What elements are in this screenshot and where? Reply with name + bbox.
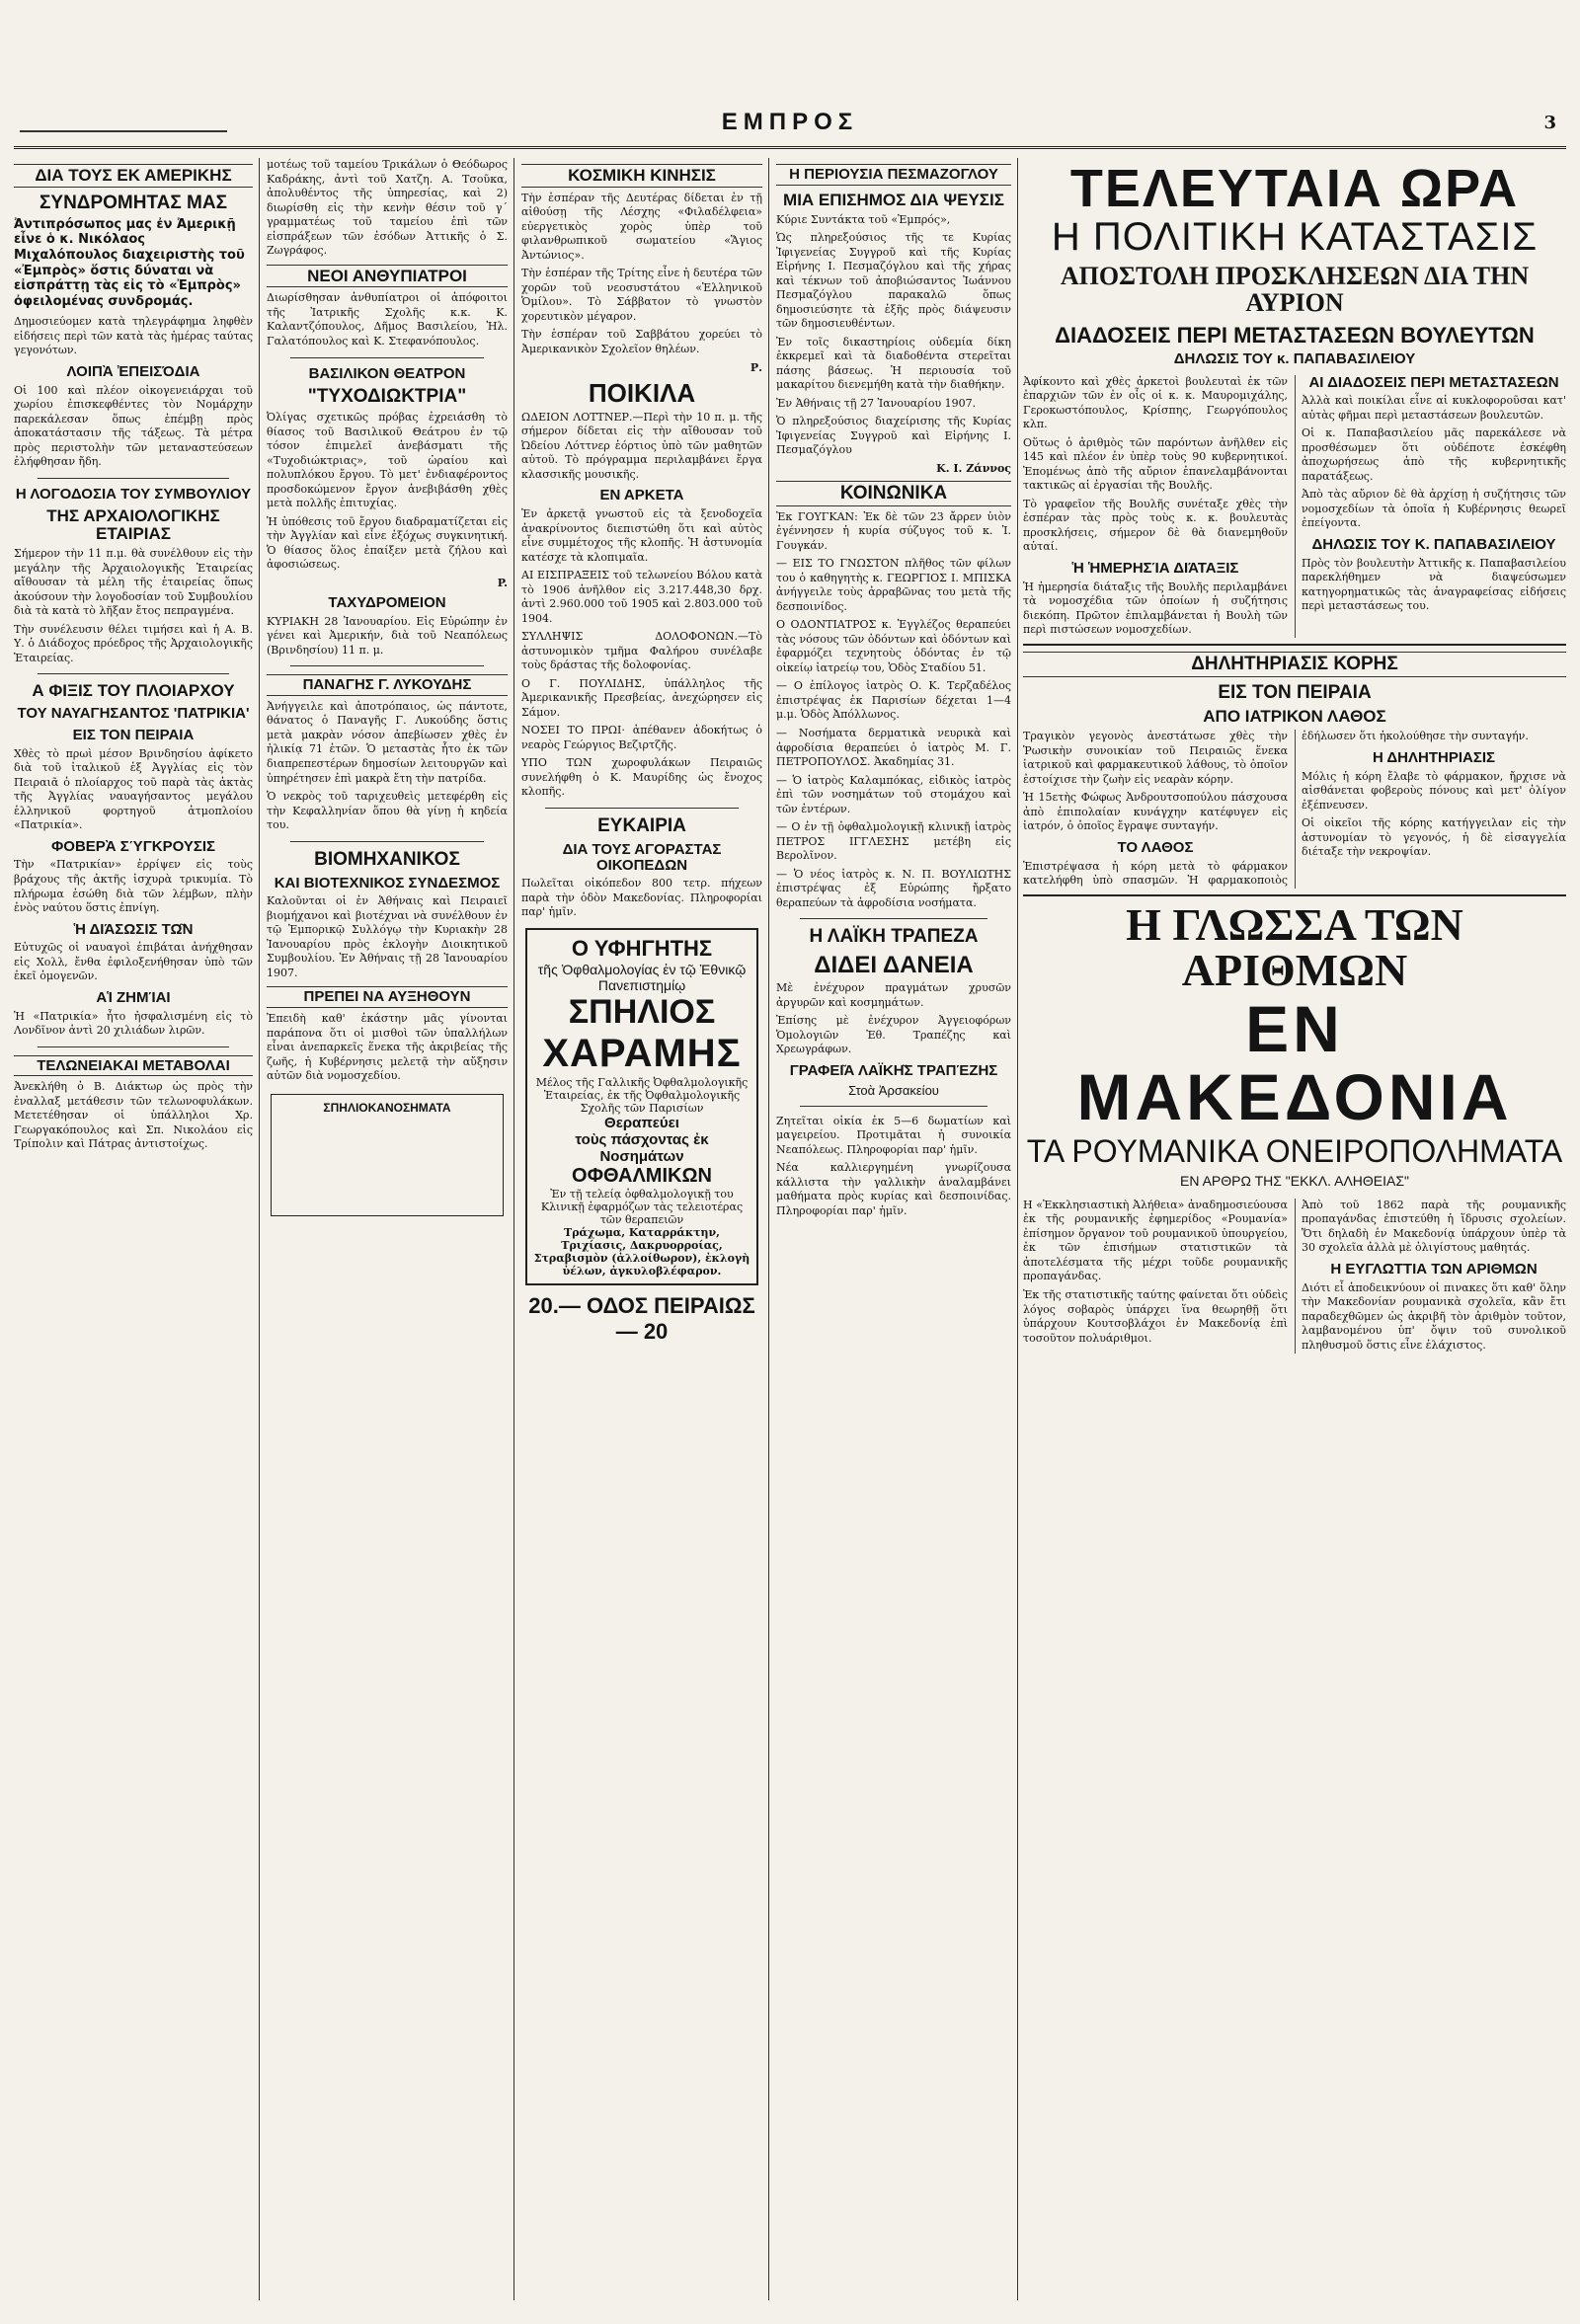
article-text: Τὴν ἑσπέραν τῆς Τρίτης εἶνε ἡ δευτέρα τῶν χορῶν τοῦ νεοσυστάτου «Ἑλληνικοῦ Ὁμίλου». Τὸ Σάββατον τὸ γνωστὸν χορευτικὸν μέγαρον. [521,267,762,323]
article-text: Οἱ κ. Παπαβασιλείου μᾶς παρεκάλεσε νὰ προσθέσωμεν ὅτι οὐδέποτε ἐσκέφθη ἀποχωρήσεως ἀπὸ τῆς κυβερνητικῆς παρατάξεως. [1302,426,1566,483]
article-text: Ἡ ὑπόθεσις τοῦ ἔργου διαδραματίζεται εἰς τὴν Ἀγγλίαν καὶ εἶνε ἐξόχως συγκινητική. Ὁ θίασος ὅλος ἐπαίξεν μετὰ ζήλου καὶ ἀφοσιώσεως. [267,514,508,572]
newspaper-title: ΕΜΠΡΟΣ [721,109,859,135]
ad-line: ΧΑΡΑΜΗΣ [542,1031,742,1075]
ad-address: 20.— ΟΔΟΣ ΠΕΙΡΑΙΩΣ — 20 [528,1292,755,1344]
article-text: — Ο ἐπίλογος ἰατρὸς Ο. Κ. Τερζαδέλος ἐπιστρέψας ἐκ Παρισίων δέχεται 1—4 μ.μ. Ὁδὸς Ἀπόλλωνος. [776,679,1011,722]
article-text: Ἀνήγγειλε καὶ ἀποτρόπαιος, ὡς πάντοτε, θάνατος ὁ Παναγῆς Γ. Λυκούδης ὅστις μετὰ μακρὰν νόσον ἀπεβίωσεν χθὲς ἐν ἡλικίᾳ 71 ἐτῶν. Ὁ μεταστὰς ἦτο ἐκ τῶν διαπρεπεστέρων δημοσίων λειτουργῶν καὶ ὑπηρέτησεν ἐπὶ μακρὰ ἔτη τὴν πατρίδα. [267,699,508,785]
column-rule [1017,158,1018,2300]
subheading: Η ΕΥΓΛΩΤΤΙΑ ΤΩΝ ΑΡΙΘΜΩΝ [1330,1260,1538,1278]
divider [1023,644,1566,646]
headline: ΤΗΣ ΑΡΧΑΙΟΛΟΓΙΚΗΣ ΕΤΑΙΡΙΑΣ [46,506,220,544]
article-text: Ἀνεκλήθη ὁ Β. Διάκτωρ ὡς πρὸς τὴν ἐναλλαξ μετάθεσιν τῶν τελωνοφυλάκων. Μετετέθησαν οἱ ὑπάλληλοι Χρ. Γεωργακόπουλος καὶ Σπ. Νικολάου εἰς Τρίπολιν καὶ Πάτρας ἀντιστοίχως. [14,1080,253,1151]
masthead [14,109,1566,149]
two-column-article [1023,730,1566,888]
article-text: Καλοῦνται οἱ ἐν Ἀθήναις καὶ Πειραιεῖ βιομήχανοι καὶ βιοτέχναι νὰ συνέλθουν ἐν τῷ Ἐμπορικῷ Συλλόγῳ τὴν Κυριακὴν 28 Ἰανουαρίου πρὸς ἐκλογὴν Διοικητικοῦ Συμβουλίου. Ἐν Ἀθήναις τῇ 28 Ἰανουαρίου 1907. [267,894,508,979]
headline-large: ΤΕΛΕΥΤΑΙΑ ΩΡΑ [1069,159,1520,218]
article-text: Σήμερον τὴν 11 π.μ. θὰ συνέλθουν εἰς τὴν μεγάλην τῆς Ἀρχαιολογικῆς Ἑταιρείας αἴθουσαν τὰ μέλη τῆς ἑταιρείας ὅπως ἀκούσουν τὴν λογοδοσίαν τοῦ Συμβουλίου διὰ τὰ κατὰ τὸ λῆξαν ἔτος πεπραγμένα. [14,547,253,618]
column-5 [1023,158,1566,2300]
article-text: ΩΔΕΙΟΝ ΛΟΤΤΝΕΡ.—Περὶ τὴν 10 π. μ. τῆς σήμερον δίδεται εἰς τὴν αἴθουσαν τοῦ Ὠδείου Λόττνερ ἑόρτιος ὑπὸ τῶν μαθητῶν αὐτοῦ. Τὸ πρόγραμμα περιλαμβάνει ἔργα κλασσικῆς μουσικῆς. [521,410,762,481]
article-text: Ο ΟΔΟΝΤΙΑΤΡΟΣ κ. Ἐγγλέζος θεραπεύει τὰς νόσους τῶν ὀδόντων καὶ ὀδόντων καὶ ἐφαρμόζει τεχνητοὺς ὀδόντας ἐν τῷ οἰκείῳ ἰατρείῳ του, Ὁδὸς Σταδίου 51. [776,618,1011,674]
notice-text: Ἀντιπρόσωπος μας ἐν Ἀμερικῇ εἶνε ὁ κ. Νικόλαος Μιχαλόπουλος διαχειριστὴς τοῦ «Ἐμπρὸς» ὅστις δύναται νὰ εἰσπράττῃ τὰς εἰς τὸ «Ἐμπρὸς» ὀφειλομένας συνδρομάς. [14,216,245,309]
subheading: Ἡ ἩΜΕΡΗΣΊΑ ΔΙΆΤΑΞΙΣ [1071,559,1239,577]
article-text: Τὴν «Πατρικίαν» ἐρρίψεν εἰς τοὺς βράχους τῆς ἀκτῆς ἰσχυρὰ τρικυμία. Τὸ πλήρωμα ἐσώθη διὰ τῶν λέμβων, πλὴν ἑνὸς ναύτου ὅστις ἐπνίγη. [14,858,253,915]
article-text: ΣΥΛΛΗΨΙΣ ΔΟΛΟΦΟΝΩΝ.—Τὸ ἀστυνομικὸν τμῆμα Φαλήρου συνέλαβε τοὺς δράστας τῆς δολοφονίας. [521,630,762,672]
article-text: — Ὁ νέος ἰατρὸς κ. Ν. Π. ΒΟΥΛΙΩΤΗΣ ἐπιστρέψας ἐξ Εὐρώπης ἤρξατο θεραπεύων τὰ ἀφροδίσια νοσήματα. [776,867,1011,909]
headline: ΔΙΑ ΤΟΥΣ ΑΓΟΡΑΣΤΑΣ ΟΙΚΟΠΕΔΩΝ [562,840,722,874]
article-text: Ἀπὸ τὰς αὔριον δὲ θὰ ἀρχίσῃ ἡ συζήτησις τῶν νομοσχεδίων τὰ ὁποῖα ἡ Κυβέρνησις θεωρεῖ ἐπείγοντα. [1302,488,1566,530]
column-4 [776,158,1011,2300]
article-text: Ζητεῖται οἰκία ἐκ 5—6 δωματίων καὶ μαγειρείου. Προτιμᾶται ἡ συνοικία Νεαπόλεως. Πληροφορίαι παρ' ἡμῖν. [776,1114,1011,1156]
article-text: Ἀπὸ τοῦ 1862 παρὰ τῆς ρουμανικῆς προπαγάνδας ἐπιστεύθη ἡ ἵδρυσις σχολείων. Ὅτι δηλαδὴ ἐν Μακεδονίᾳ ὑπάρχουν ὑπὲρ τὰ 30 σχολεῖα ἀλλὰ μὲ ὀλιγίστους μαθητάς. [1302,1198,1566,1255]
headline: "ΤΥΧΟΔΙΩΚΤΡΙΑ" [307,386,467,408]
headline: ΕΙΣ ΤΟΝ ΠΕΙΡΑΙΑ [1218,681,1372,703]
divider [38,1046,229,1047]
subheading: ΦΟΒΕΡᾺ ΣΎΓΚΡΟΥΣΙΣ [50,837,215,855]
doctor-advertisement [525,928,758,1285]
column-3 [521,158,762,2300]
article-text: Ὁ πληρεξούσιος διαχείρισης τῆς Κυρίας Ἰφιγενείας Συγγροῦ καὶ Εἰρήνης Ι. Πεσμαζόγλου [776,415,1011,457]
article-text: Οὕτως ὁ ἀριθμὸς τῶν παρόντων ἀνῆλθεν εἰς 145 καὶ πλέον ἐν ὑπὲρ τοὺς 90 κυβερνητικοί. Ἐπομένως ἀπὸ τῆς αὔριον ἐπανελαμβάνονται τακτικῶς αἱ ἐργασίαι τῆς Βουλῆς. [1023,435,1288,493]
article-text: ΝΟΣΕΙ ΤΟ ΠΡΩΙ· ἀπέθανεν ἀδοκήτως ὁ νεαρὸς Γεώργιος Βεζιρτζῆς. [521,724,762,751]
headline: ΒΑΣΙΛΙΚΟΝ ΘΕΑΤΡΟΝ [308,364,466,382]
headline: ΣΥΝΔΡΟΜΗΤΑΣ ΜΑΣ [40,192,227,213]
article-text: Ὡς πληρεξούσιος τῆς τε Κυρίας Ἰφιγενείας Συγγροῦ καὶ τῆς Κυρίας Εἰρήνης Ι. Πεσμαζόγλου καὶ τῆς χήρας καὶ τέκνων τοῦ ἀποβιώσαντος Ἰωάννου Πεσμαζόγλου παρακαλῶ ὅπως δημοσιεύσητε τὰ ἑξῆς πρὸς διάψευσιν τῶν δημοσιευθέντων. [776,231,1011,331]
headline-large: ΤΑ ΡΟΥΜΑΝΙΚΑ ΟΝΕΙΡΟΠΟΛΗΜΑΤΑ [1026,1133,1563,1170]
article-text: Τὴν ἑσπέραν τοῦ Σαββάτου χορεύει τὸ Ἀμερικανικὸν Σχολεῖον θηλέων. [521,328,762,355]
headline: ΕΙΣ ΤΟΝ ΠΕΙΡΑΙΑ [72,726,195,743]
divider [800,918,988,919]
article-text: Τὸ γραφεῖον τῆς Βουλῆς συνέταξε χθὲς τὴν ἑσπέραν τὰς πρὸς τοὺς κ. κ. βουλευτὰς προσκλήσεις, σήμερον δὲ θὰ διανεμηθοῦν αὐταί. [1023,497,1288,554]
ad-line: ΣΠΗΛΙΟΣ [568,992,716,1031]
article-text: Πωλεῖται οἰκόπεδον 800 τετρ. πήχεων παρὰ τὴν ὁδὸν Μακεδονίας. Πληροφορίαι παρ' ἡμῖν. [521,877,762,919]
headline: ΕΝ ΑΡΘΡΩ ΤΗΣ "ΕΚΚΛ. ΑΛΗΘΕΙΑΣ" [1180,1172,1409,1189]
column-rule [768,158,769,2300]
ad-line: Ο ΥΦΗΓΗΤΗΣ [571,935,713,961]
subheading: ΤΟ ΛΑΘΟΣ [1117,838,1194,856]
ad-line: Τράχωμα, Καταρράκτην, Τριχίασις, Δακρυορροίας, Στραβισμὸν (ἀλλοίθωρον), ἐκλογὴ ὑέλων, ἀγκυλοβλέφαρον. [533,1225,750,1278]
headline: ΚΑΙ ΒΙΟΤΕΧΝΙΚΟΣ ΣΥΝΔΕΣΜΟΣ [274,874,501,891]
article-text: Ἐν ἀρκετᾷ γνωστοῦ εἰς τὰ ξενοδοχεῖα ἀνακρίνοντος διεπιστώθη ὅτι καὶ αὐτὸς εἶνε συμμέτοχος τῆς κλοπῆς. Ἡ ἀστυνομία κατέσχε τὰ κλοπιμαῖα. [521,507,762,564]
article-text: Ἐπιστρέψασα ἡ κόρη μετὰ τὸ φάρμακον κατελήφθη ὑπὸ σπασμῶν. Ἡ φαρμακοποιὸς ἐδήλωσεν ὅτι ἠκολούθησε τὴν συνταγήν. [1023,730,1529,888]
article-text: Ἐκ ΓΟΥΓΚΑΝ: Ἐκ δὲ τῶν 23 ἄρρεν ὑιὸν ἐγέννησεν ἡ κυρία σύζυγος τοῦ κ. Ἰ. Γουγκάν. [776,509,1011,552]
advertisement-title: ΣΠΗΛΙΟΚΑΝΟΣΗΜΑΤΑ [323,1100,451,1115]
article-text: Κύριε Συντάκτα τοῦ «Ἐμπρός», [776,212,951,226]
headline: ΠΟΙΚΙΛΑ [588,377,696,408]
article-text: Ἀλλὰ καὶ ποικίλαι εἶνε αἱ κυκλοφοροῦσαι κατ' αὐτὰς φῆμαι περὶ μεταστάσεων βουλευτῶν. [1302,394,1566,422]
article-text: Ἀφίκοντο καὶ χθὲς ἀρκετοὶ βουλευταὶ ἐκ τῶν ἐπαρχιῶν τῶν ἐν οἷς οἱ κ. κ. Μαυρομιχάλης, Γεροκωστόπουλος, Κρίσπης, Γεωργόπουλος κλπ. [1023,374,1288,431]
article-text: Οἱ οἰκεῖοι τῆς κόρης κατήγγειλαν εἰς τὴν ἀστυνομίαν τὸ γεγονός, ἡ δὲ εἰσαγγελία διέταξε τὴν νεκροψίαν. [1302,816,1566,859]
divider [290,665,483,666]
divider [290,841,483,842]
subheading: Στοὰ Ἀρσακείου [848,1082,939,1098]
headline: ΔΙΔΕΙ ΔΑΝΕΙΑ [814,952,974,979]
ad-line: Ἐν τῇ τελείᾳ ὀφθαλμολογικῇ του Κλινικῇ ἐφαρμόζων τὰς τελειοτέρας τῶν θεραπειῶν [540,1187,744,1226]
signature: Ρ. [750,360,762,374]
headline: ΔΙΑ ΤΟΥΣ ΕΚ ΑΜΕΡΙΚΗΣ [14,164,253,188]
headline: Η ΛΑΪΚΗ ΤΡΑΠΕΖΑ [809,926,979,948]
article-text: Δημοσιεύομεν κατὰ τηλεγράφημα ληφθὲν εἰδήσεις περὶ τῶν κατὰ τὰς ἡμέρας ταύτας γεγονότων. [14,315,253,357]
headline: ΚΟΙΝΩΝΙΚΑ [776,481,1011,506]
article-text: Μὲ ἐνέχυρον πραγμάτων χρυσῶν ἀργυρῶν καὶ κοσμημάτων. [776,981,1011,1009]
article-text: — Νοσήματα δερματικὰ νευρικὰ καὶ ἀφροδίσια θεραπεύει ὁ ἰατρὸς Μ. Γ. ΠΕΤΡΟΠΟΥΛΟΣ. Ἀκαδημίας 31. [776,727,1011,769]
headline: ΔΙΑΔΟΣΕΙΣ ΠΕΡΙ ΜΕΤΑΣΤΑΣΕΩΝ ΒΟΥΛΕΥΤΩΝ [1055,322,1535,348]
article-text: μοτέως τοῦ ταμείου Τρικάλων ὁ Θεόδωρος Καδράκης, ἀντὶ τοῦ Χατζη. Α. Τσοῦκα, ἀπολυθέντος τῆς ὑπηρεσίας, καὶ 2) διωρίσθη εἰς τὴν κενὴν θέσιν τοῦ γ΄ γραμματέως τοῦ ταμείου ἐπὶ τῶν εἰσπράξεων τῶν ἐσόδων Ἀττικῆς ὁ Σ. Ζωγράφος. [267,158,508,258]
article-text: Διότι εἶ ἀποδεικνύουν οἱ πινακες ὅτι καθ' ὅλην τὴν Μακεδονίαν ρουμανικὰ σχολεῖα, κἂν ἔτι παραδεχθῶμεν ὡς ἀκριβῆ τὸν ἀριθμὸν τοῦτον, λαμβανομένου ὑπ' ὄψιν τοῦ συνολικοῦ πληθυσμοῦ ὅστις εἶνε ἐλάχιστος. [1302,1280,1566,1352]
article-text: Ὀλίγας σχετικῶς πρόβας ἐχρειάσθη τὸ θίασος τοῦ Βασιλικοῦ Θεάτρου ἐν τῷ τόσον ἐπιμελεῖ ἀνεβάσματι τῆς «Τυχοδιώκτριας», τοῦ ὡραίου καὶ πολυπλόκου ἔργου. Τὸ μετ' ἐνδιαφέροντος προσδοκώμενον ἔργον ἀνεβιβάσθη χθὲς μετὰ πολλῆς ἐπιτυχίας. [267,411,508,510]
advertisement-box [271,1094,504,1216]
article-text: Ο Γ. ΠΟΥΛΙΔΗΣ, ὑπάλληλος τῆς Ἀμερικανικῆς Πρεσβείας, ἀνεχώρησεν εἰς Σάμον. [521,676,762,719]
headline: ΑΠΟ ΙΑΤΡΙΚΟΝ ΛΑΘΟΣ [1203,707,1386,727]
signature: Κ. Ι. Ζάννος [936,461,1011,475]
article-text: — ΕΙΣ ΤΟ ΓΝΩΣΤΟΝ πλῆθος τῶν φίλων του ὁ καθηγητὴς κ. ΓΕΩΡΓΙΟΣ Ι. ΜΠΙΣΚΑ ἀνήγγειλε τοὺς ἀρραβῶνας του μετὰ τῆς δεσποινίδος. [776,557,1011,613]
ad-line: Θεραπεύει [604,1114,679,1131]
subheading: ΛΟΙΠᾺ ἘΠΕΙΣΌΔΙΑ [66,362,200,380]
divider [800,1106,988,1107]
article-text: Διωρίσθησαν ἀνθυπίατροι οἱ ἀπόφοιτοι τῆς Ἰατρικῆς Σχολῆς κ.κ. Κ. Καλαντζόπουλος, Δῆμος Βασιλείου, Ἠλ. Γαλατόπουλος καὶ Κ. Στεφανόπουλος. [267,291,508,348]
two-column-article [1023,375,1566,638]
divider [38,478,229,479]
headline: ΕΥΚΑΙΡΙΑ [597,814,686,836]
article-text: Ἐπειδὴ καθ' ἑκάστην μᾶς γίνονται παράπονα ὅτι οἱ μισθοὶ τῶν ὑπαλλήλων εἶναι ἀνεπαρκεῖς ἕνεκα τῆς ἀκριβείας τῆς ζωῆς, ἡ Κυβέρνησις μελετᾷ τὴν αὔξησιν αὐτῶν διὰ νομοσχεδίου. [267,1012,508,1083]
article-text: Ἐν Ἀθήναις τῇ 27 Ἰανουαρίου 1907. [776,396,977,410]
article-text: Ἡ ἡμερησία διάταξις τῆς Βουλῆς περιλαμβάνει τὰ νομοσχέδια τῶν ὁποίων ἡ συζήτησις διεκόπη. Πρῶτον ἐπιλαμβάνεται ἡ Βουλὴ τῶν περὶ πιστώσεων νομοσχεδίων. [1023,580,1288,637]
headline-large: ΑΠΟΣΤΟΛΗ ΠΡΟΣΚΛΗΣΕΩΝ ΔΙΑ ΤΗΝ ΑΥΡΙΟΝ [1060,262,1530,318]
article-text: ΚΥΡΙΑΚΗ 28 Ἰανουαρίου. Εἰς Εὐρώπην ἐν γένει καὶ Ἀμερικήν, διὰ τοῦ Νεαπόλεως (Βρινδησίου) 11 π. μ. [267,614,508,657]
subheading: ΑΙ ΔΙΑΔΟΣΕΙΣ ΠΕΡΙ ΜΕΤΑΣΤΑΣΕΩΝ [1308,373,1559,391]
headline: Η ΠΕΡΙΟΥΣΙΑ ΠΕΣΜΑΖΟΓΛΟΥ [776,164,1011,186]
article-text: Τραγικὸν γεγονὸς ἀνεστάτωσε χθὲς τὴν Ῥωσικὴν συνοικίαν τοῦ Πειραιῶς ἕνεκα ἰατρικοῦ καὶ φαρμακευτικοῦ λάθους, τὸ ὁποῖον ἐστοίχισε τὴν ζωὴν εἰς νεαρὰν κόρην. [1023,730,1288,786]
article-text: — Ὁ ἰατρὸς Καλαμπόκας, εἰδικὸς ἰατρὸς ἐπὶ τῶν νοσημάτων τοῦ στομάχου καὶ τῶν ἐντέρων. [776,773,1011,815]
headline: ΔΗΛΗΤΗΡΙΑΣΙΣ ΚΟΡΗΣ [1023,652,1566,677]
headline: ΠΡΕΠΕΙ ΝΑ ΑΥΞΗΘΟΥΝ [267,986,508,1008]
column-rule [259,158,260,2300]
headline: Η ΛΟΓΟΔΟΣΙΑ ΤΟΥ ΣΥΜΒΟΥΛΙΟΥ [15,485,252,503]
subheading: ΑἹ ΖΗΜΊΑΙ [96,988,171,1006]
article-text: Εὐτυχῶς οἱ ναυαγοὶ ἐπιβάται ἀνήχθησαν εἰς Χολλ, ἔνθα ἐφιλοξενήθησαν ὑπὸ τῶν ἐκεῖ ὁμογενῶν. [14,941,253,983]
ad-line: Μέλος τῆς Γαλλικῆς Ὀφθαλμολογικῆς Ἑταιρείας, ἐκ τῆς Ὀφθαλμολογικῆς Σχολῆς τῶν Παρισίων [535,1075,749,1115]
subheading: ΔΗΛΩΣΙΣ ΤΟΥ Κ. ΠΑΠΑΒΑΣΙΛΕΙΟΥ [1311,535,1556,553]
article-text: Ἐν τοῖς δικαστηρίοις οὐδεμία δίκη ἐκκρεμεῖ καὶ τὰ διαδοθέντα στερεῖται πάσης βάσεως. Ἡ περιουσία τοῦ μακαρίτου διενεμήθη κατὰ τὴν διαθήκην. [776,335,1011,392]
headline: Α ΦΙΞΙΣ ΤΟΥ ΠΛΟΙΑΡΧΟΥ [32,681,235,701]
headline: ΚΟΣΜΙΚΗ ΚΙΝΗΣΙΣ [521,164,762,188]
article-text: Τὴν ἑσπέραν τῆς Δευτέρας δίδεται ἐν τῇ αἰθούσῃ τῆς Λέσχης «Φιλαδέλφεια» εὐεργετικὸς χορὸς ὑπὲρ τοῦ φιλανθρωπικοῦ σωματείου «Ἅγιος Ἀντώνιος». [521,191,762,262]
article-text: Πρὸς τὸν βουλευτὴν Ἀττικῆς κ. Παπαβασιλείου παρεκλήθημεν νὰ διαψεύσωμεν κατηγορηματικῶς τὰς ἀναγραφείσας εἰδήσεις περὶ μεταστάσεως του. [1302,556,1566,613]
two-column-article [1023,1199,1566,1354]
divider [38,673,229,674]
headline: ΤΟΥ ΝΑΥΑΓΗΣΑΝΤΟΣ 'ΠΑΤΡΙΚΙΑ' [17,705,250,723]
column-1 [14,158,253,2300]
article-text: Ἡ «Πατρικία» ἦτο ἠσφαλισμένη εἰς τὸ Λονδῖνον ἀντὶ 20 χιλιάδων λιρῶν. [14,1009,253,1038]
headline: ΔΗΛΩΣΙΣ ΤΟΥ κ. ΠΑΠΑΒΑΣΙΛΕΙΟΥ [1173,349,1416,367]
headline: ΠΑΝΑΓΗΣ Γ. ΛΥΚΟΥΔΗΣ [267,674,508,696]
headline: ΤΑΧΥΔΡΟΜΕΙΟΝ [328,593,446,611]
signature: P. [497,576,508,589]
headline: ΤΕΛΩΝΕΙΑΚΑΙ ΜΕΤΑΒΟΛΑΙ [14,1055,253,1077]
headline-large: ΕΝ ΜΑΚΕΔΟΝΙΑ [1076,991,1513,1133]
divider [290,357,483,358]
article-text: Οἱ 100 καὶ πλέον οἰκογενειάρχαι τοῦ χωρίου ἐπισκεφθέντες τὸν Νομάρχην παρεκάλεσαν ὅπως ἐπέμβῃ πρὸς ἀποκατάστασιν τῆς τάξεως. Τὰ μέτρα πρὸς περιστολὴν τῶν μεταναστεύσεων ἐλήφθησαν ἤδη. [14,383,253,469]
headline-large: Η ΓΛΩΣΣΑ ΤΩΝ ΑΡΙΘΜΩΝ [1126,898,1463,995]
article-text: Χθὲς τὸ πρωὶ μέσον Βρινδησίου ἀφίκετο διὰ τοῦ ἰταλικοῦ ἐξ Ἀγγλίας εἰς τὸν Πειραιᾶ ὁ πλοίαρχος τοῦ παρὰ τὰς ἀκτὰς τῆς Ἀγγλίας ναυαγήσαντος μεγάλου ἑλληνικοῦ φορτηγοῦ ἀτμοπλοίου «Πατρικία». [14,746,253,832]
article-text: Τὴν συνέλευσιν θέλει τιμήσει καὶ ἡ Α. Β. Υ. ὁ Διάδοχος πρόεδρος τῆς Ἀρχαιολογικῆς Ἑταιρείας. [14,622,253,664]
ad-line: τοὺς πάσχοντας ἐκ Νοσημάτων [575,1130,709,1165]
article-text: Μόλις ἡ κόρη ἔλαβε τὸ φάρμακον, ἤρχισε νὰ αἰσθάνεται φοβεροὺς πόνους καὶ μετ' ὀλίγον ἐξέπνευσεν. [1302,769,1566,812]
ad-line: ΟΦΘΑΛΜΙΚΩΝ [572,1164,712,1187]
divider [1023,894,1566,896]
article-text: Ὁ νεκρὸς τοῦ ταριχευθεὶς μετεφέρθη εἰς τὴν Κεφαλληνίαν ὅπου θὰ γίνῃ ἡ κηδεία του. [267,790,508,832]
article-text: Η «Ἐκκλησιαστικὴ Ἀλήθεια» ἀναδημοσιεύουσα ἐκ τῆς ρουμανικῆς ἐφημερίδος «Ρουμανία» ἐπίσημον ὄργανον τοῦ ρουμανικοῦ ὑπουργείου, ἐκ τῶν ἐπισήμων στατιστικῶν τὰ ἀποτελέσματα τῆς μέχρι τοῦδε ρουμανικῆς προπαγάνδας. [1023,1198,1288,1283]
headline: ΜΙΑ ΕΠΙΣΗΜΟΣ ΔΙΑ ΨΕΥΣΙΣ [783,190,1004,209]
headline: ΕΝ ΑΡΚΕΤΑ [599,487,684,504]
subheading: Η ΔΗΛΗΤΗΡΙΑΣΙΣ [1372,748,1496,766]
article-text: — Ο ἐν τῇ ὀφθαλμολογικῇ κλινικῇ ἰατρὸς ΠΕΤΡΟΣ ΙΓΓΛΕΣΗΣ μετέβη εἰς Βερολῖνον. [776,820,1011,863]
headline-large: Η ΠΟΛΙΤΙΚΗ ΚΑΤΑΣΤΑΣΙΣ [1051,215,1539,259]
article-text: Ἐπίσης μὲ ἐνέχυρον Ἀγγειοφόρων Ὁμολογιῶν Ἐθ. Τραπέζης καὶ Χρεωγράφων. [776,1014,1011,1056]
column-2 [267,158,508,2300]
headline: ΒΙΟΜΗΧΑΝΙΚΟΣ [314,848,460,870]
article-text: ΑΙ ΕΙΣΠΡΑΞΕΙΣ τοῦ τελωνείου Βόλου κατὰ τὸ 1906 ἀνῆλθον εἰς 3.217.448,30 δρχ. ἀντὶ 2.960.000 τοῦ 1905 καὶ 2.803.000 τοῦ 1904. [521,569,762,625]
subheading: ΓΡΑΦΕΙ͂Α ΛΑΪΚΗ͂Σ ΤΡΑΠΈΖΗΣ [789,1061,998,1079]
article-text: Νέα καλλιεργημένη γνωρίζουσα κάλλιστα τὴν γαλλικὴν ἀναλαμβάνει μαθήματα πρὸς κυρίας καὶ δεσποινίδας. Πληροφορίαι παρ' ἡμῖν. [776,1161,1011,1217]
article-text: Ἐκ τῆς στατιστικῆς ταύτης φαίνεται ὅτι οὐδεὶς λόγος σοβαρὸς ὑπάρχει ἵνα θεωρηθῇ ὅτι ὑπάρχουν Κουτσοβλάχοι ἐν Μακεδονίᾳ ἐπὶ τοσοῦτον πολυάριθμοι. [1023,1287,1288,1345]
headline: ΝΕΟΙ ΑΝΘΥΠΙΑΤΡΟΙ [267,265,508,288]
divider [545,808,738,809]
subheading: Ἡ ΔΙΆΣΩΣΙΣ ΤΩ͂Ν [73,920,194,938]
page-number: 3 [1543,113,1556,133]
ad-line: τῆς Ὀφθαλμολογίας ἐν τῷ Ἐθνικῷ Πανεπιστημίῳ [537,961,747,993]
article-text: Ἡ 15ετὴς Φώφως Ἀνδρουτσοπούλου πάσχουσα ἀπὸ ἐπιπολαίαν κυνάγχην κατέφυγεν εἰς ἰατρόν, ὁ ὁποῖος ἔγραψε συνταγήν. [1023,791,1288,833]
article-text: ΥΠΟ ΤΩΝ χωροφυλάκων Πειραιῶς συνελήφθη ὁ Κ. Μαυρίδης ὡς ἔνοχος κλοπῆς. [521,756,762,799]
